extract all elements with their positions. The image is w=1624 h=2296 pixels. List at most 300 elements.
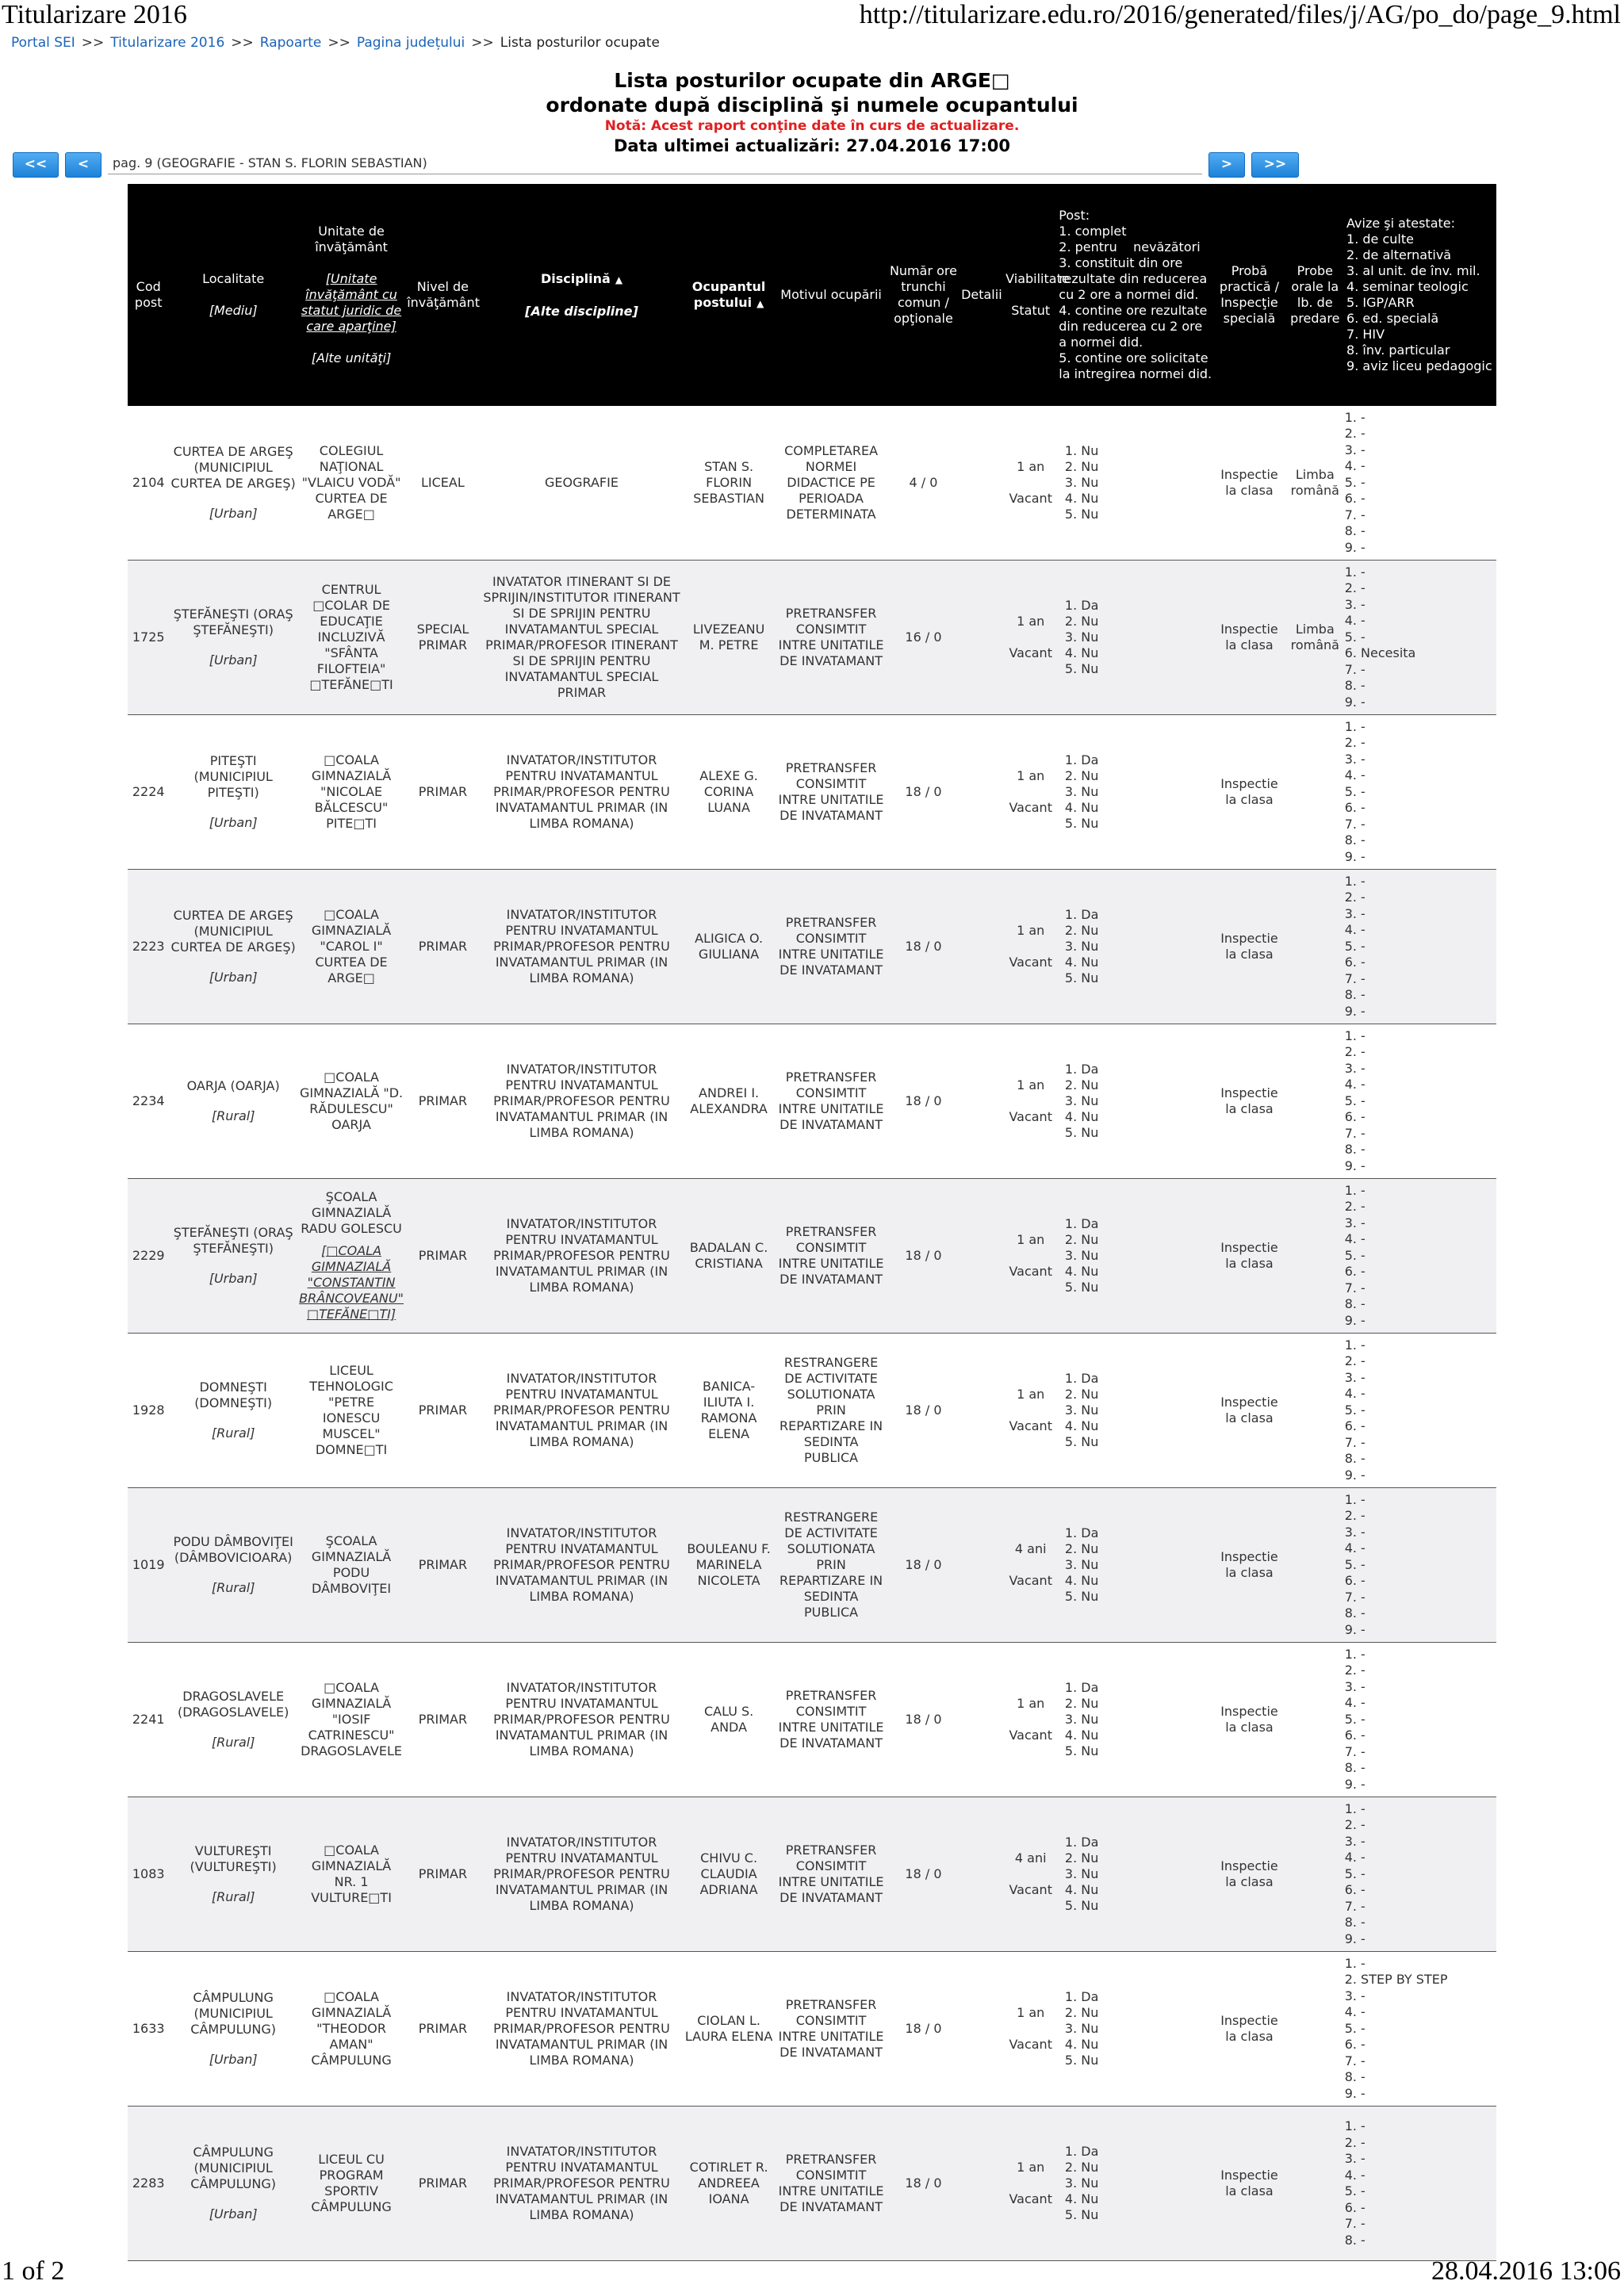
aviz-item: 1. - [1361,1183,1495,1200]
ore-cell: 18 / 0 [887,1488,959,1643]
mediu-label: [Urban] [209,652,258,668]
breadcrumb-link[interactable]: Portal SEI [11,35,75,51]
detalii-cell [959,1334,1005,1488]
motiv-cell: RESTRANGERE DE ACTIVITATE SOLUTIONATA PRIN REPARTIZARE IN SEDINTA PUBLICA [775,1488,888,1643]
aviz-item: 5. - [1361,1402,1495,1419]
avize-legend-item: 7. HIV [1346,327,1385,342]
unitate-cell [297,715,405,870]
avize-list [1346,1337,1495,1484]
aviz-item: 5. - [1361,2183,1495,2200]
pager [0,152,1624,179]
aviz-item: 5. - [1361,1712,1495,1728]
post-cell [1057,1797,1213,1952]
statut-value: Vacant [1009,491,1052,506]
table-row [128,1643,1496,1797]
table-row [128,2107,1496,2261]
statut-value: Vacant [1009,2191,1052,2206]
unitate-name: □COALA GIMNAZIALĂ NR. 1 VULTURE□TI [311,1843,392,1905]
breadcrumb-link[interactable]: Titularizare 2016 [110,35,225,51]
viabilitate-value: 1 an [1017,923,1045,938]
proba-cell: Inspectie la clasa [1213,1334,1285,1488]
viabilitate-statut [1005,1387,1055,1434]
avize-legend-item: 1. de culte [1346,232,1414,247]
detalii-cell [959,1952,1005,2107]
aviz-item: 9. - [1361,540,1495,557]
post-flag: 4. Nu [1081,1109,1212,1125]
post-flag: 4. Nu [1081,2191,1212,2207]
post-flags-list [1059,1371,1212,1450]
proba-cell: Inspectie la clasa [1213,1952,1285,2107]
detalii-cell [959,1797,1005,1952]
col-alte-discipline-label: [Alte discipline] [525,303,638,319]
post-flag: 3. Nu [1081,2175,1212,2191]
aviz-item: 5. - [1361,1093,1495,1110]
avize-list [1346,719,1495,866]
post-flags-list [1059,1680,1212,1759]
viabilitate-cell [1004,870,1057,1024]
disciplina-cell: INVATATOR/INSTITUTOR PENTRU INVATAMANTUL PRIMAR/PROFESOR PENTRU INVATAMANTUL PRIMAR (IN LIMBA ROMANA) [481,1179,684,1334]
col-avize-title: Avize şi atestate: [1346,216,1456,231]
aviz-item: 6. - [1361,1109,1495,1126]
aviz-item: 6. - [1361,2200,1495,2217]
col-unitate-label: Unitate de învăţământ [315,224,388,254]
aviz-item: 6. Necesita [1361,645,1495,662]
aviz-item: 3. - [1361,1061,1495,1077]
breadcrumb-separator: >> [81,35,105,51]
avize-cell [1345,406,1496,561]
first-page-button[interactable]: << [13,152,59,178]
breadcrumb-separator: >> [327,35,350,51]
last-page-button[interactable]: >> [1251,152,1299,178]
localitate-cell [169,406,297,561]
aviz-item: 4. - [1361,922,1495,939]
next-page-button[interactable]: > [1208,152,1245,178]
aviz-item: 4. - [1361,2004,1495,2021]
aviz-item: 2. STEP BY STEP [1361,1972,1495,1988]
unitate-name: LICEUL TEHNOLOGIC "PETRE IONESCU MUSCEL" DOMNE□TI [309,1363,393,1457]
localitate-cell [169,1179,297,1334]
proba-cell: Inspectie la clasa [1213,1024,1285,1179]
aviz-item: 7. - [1361,1126,1495,1142]
aviz-item: 4. - [1361,458,1495,475]
col-cod-post: Cod post [128,184,169,406]
avize-list [1346,564,1495,711]
breadcrumb-link[interactable]: Rapoarte [259,35,322,51]
unitate-name: ŞCOALA GIMNAZIALĂ RADU GOLESCU [301,1189,402,1236]
aviz-item: 2. - [1361,1817,1495,1834]
detalii-cell [959,561,1005,715]
orale-cell [1285,2107,1345,2261]
print-header-url: http://titularizare.edu.ro/2016/generated/files/j/AG/po_do/page_9.html [859,0,1621,29]
unitate-name: □COALA GIMNAZIALĂ "CAROL I" CURTEA DE ARGE□ [311,907,392,985]
post-flag: 2. Nu [1081,1541,1212,1557]
proba-cell: Inspectie la clasa [1213,561,1285,715]
ocupant-cell: COTIRLET R. ANDREEA IOANA [683,2107,774,2261]
aviz-item: 6. - [1361,1418,1495,1435]
unitate-cell [297,1797,405,1952]
mediu-label: [Rural] [211,1580,255,1595]
orale-cell: Limba română [1285,561,1345,715]
cod-post-cell: 2229 [128,1179,169,1334]
post-cell [1057,1334,1213,1488]
aviz-item: 7. - [1361,662,1495,679]
aviz-item: 8. - [1361,523,1495,540]
ocupant-cell: ALEXE G. CORINA LUANA [683,715,774,870]
statut-value: Vacant [1009,800,1052,815]
sort-asc-icon[interactable]: ▲ [615,274,623,285]
post-flag: 1. Nu [1081,443,1212,459]
orale-cell: Limba română [1285,406,1345,561]
breadcrumb-link[interactable]: Pagina județului [356,35,465,51]
nivel-cell: LICEAL [405,406,480,561]
post-flags-list [1059,1989,1212,2068]
avize-list [1346,874,1495,1020]
unitate-cell [297,1643,405,1797]
cod-post-cell: 2283 [128,2107,169,2261]
avize-list [1346,1183,1495,1330]
localitate-name: CÂMPULUNG (MUNICIPIUL CÂMPULUNG) [190,2145,277,2191]
avize-cell [1345,2107,1496,2261]
viabilitate-statut [1005,614,1055,661]
aviz-item: 7. - [1361,2216,1495,2233]
post-flag: 4. Nu [1081,2037,1212,2053]
aviz-item: 3. - [1361,1525,1495,1541]
cod-post-cell: 1083 [128,1797,169,1952]
post-flags-list [1059,752,1212,832]
mediu-label: [Rural] [211,1425,255,1441]
aviz-item: 7. - [1361,1590,1495,1606]
mediu-label: [Rural] [211,1889,255,1904]
proba-cell: Inspectie la clasa [1213,1643,1285,1797]
aviz-item: 2. - [1361,426,1495,442]
mediu-label: [Urban] [209,815,258,830]
sort-asc-icon[interactable]: ▲ [756,297,764,309]
col-ore: Număr ore trunchi comun / opţionale [887,184,959,406]
avize-list [1346,410,1495,557]
post-cell [1057,1024,1213,1179]
aviz-item: 9. - [1361,1313,1495,1330]
post-flag: 4. Nu [1081,645,1212,661]
post-legend [1059,224,1212,382]
aviz-item: 2. - [1361,2135,1495,2152]
cod-post-cell: 2104 [128,406,169,561]
table-row [128,1952,1496,2107]
viabilitate-cell [1004,561,1057,715]
ocupant-cell: CHIVU C. CLAUDIA ADRIANA [683,1797,774,1952]
aviz-item: 9. - [1361,695,1495,711]
aviz-item: 6. - [1361,800,1495,817]
avize-legend-item: 8. înv. particular [1346,342,1450,358]
col-detalii: Detalii [959,184,1005,406]
avize-legend-item: 3. al unit. de înv. mil. [1346,263,1480,278]
viabilitate-value: 4 ani [1014,1541,1047,1556]
post-legend-item: 4. contine ore rezultate din reducerea cu 2 ore a normei did. [1059,303,1208,350]
orale-cell [1285,715,1345,870]
table-row [128,1024,1496,1179]
post-flag: 4. Nu [1081,1573,1212,1589]
post-flag: 2. Nu [1081,2160,1212,2175]
post-flag: 4. Nu [1081,1264,1212,1280]
col-avize [1345,184,1496,406]
aviz-item: 6. - [1361,955,1495,971]
col-disciplina-label[interactable]: Disciplină [540,270,611,286]
localitate-cell [169,561,297,715]
col-statut-label: Statut [1011,303,1051,318]
statut-value: Vacant [1009,1264,1052,1279]
viabilitate-value: 4 ani [1014,1850,1047,1866]
nivel-cell: PRIMAR [405,1179,480,1334]
cod-post-cell: 1019 [128,1488,169,1643]
detalii-cell [959,870,1005,1024]
post-flag: 3. Nu [1081,1248,1212,1264]
post-flag: 3. Nu [1081,1866,1212,1882]
col-ocupant-label[interactable]: Ocupantul postului [691,278,766,310]
table-row [128,1179,1496,1334]
viabilitate-value: 1 an [1017,2160,1045,2175]
prev-page-button[interactable]: < [65,152,102,178]
post-flag: 4. Nu [1081,491,1212,507]
proba-cell: Inspectie la clasa [1213,406,1285,561]
unitate-cell [297,1952,405,2107]
aviz-item: 1. - [1361,2118,1495,2135]
post-flag: 1. Da [1081,2144,1212,2160]
post-flag: 1. Da [1081,1835,1212,1850]
viabilitate-cell [1004,715,1057,870]
aviz-item: 2. - [1361,580,1495,597]
viabilitate-cell [1004,2107,1057,2261]
post-flags-list [1059,1062,1212,1141]
post-flag: 1. Da [1081,752,1212,768]
aviz-item: 5. - [1361,1866,1495,1883]
aviz-item: 2. - [1361,1353,1495,1370]
col-alte-unitati-label: [Alte unităţi] [311,350,392,365]
disciplina-cell: INVATATOR ITINERANT SI DE SPRIJIN/INSTITUTOR ITINERANT SI DE SPRIJIN PENTRU INVATAMANTUL SPECIAL PRIMAR/PROFESOR ITINERANT SI DE SPRIJIN PENTRU INVATAMANTUL SPECIAL PRIMAR [481,561,684,715]
statut-value: Vacant [1009,955,1052,970]
page-select[interactable]: pag. 9 (GEOGRAFIE - STAN S. FLORIN SEBASTIAN) [108,153,1202,174]
orale-cell [1285,1179,1345,1334]
aviz-item: 6. - [1361,1882,1495,1899]
viabilitate-cell [1004,1179,1057,1334]
aviz-item: 3. - [1361,1215,1495,1232]
cod-post-cell: 1725 [128,561,169,715]
avize-legend [1346,232,1495,374]
post-flag: 1. Da [1081,1062,1212,1077]
unitate-name: □COALA GIMNAZIALĂ "NICOLAE BĂLCESCU" PITE□TI [311,752,392,831]
viabilitate-cell [1004,1797,1057,1952]
table-row [128,1488,1496,1643]
orale-cell [1285,1024,1345,1179]
col-orale: Probe orale la lb. de predare [1285,184,1345,406]
statut-value: Vacant [1009,645,1052,660]
motiv-cell: RESTRANGERE DE ACTIVITATE SOLUTIONATA PRIN REPARTIZARE IN SEDINTA PUBLICA [775,1334,888,1488]
orale-cell [1285,1488,1345,1643]
viabilitate-statut [1005,459,1055,507]
breadcrumb-separator: >> [231,35,254,51]
unitate-statut-link[interactable]: [□COALA GIMNAZIALĂ "CONSTANTIN BRÂNCOVEANU" □TEFĂNE□TI] [299,1243,404,1322]
aviz-item: 1. - [1361,1956,1495,1973]
avize-cell [1345,1952,1496,2107]
table-row [128,561,1496,715]
proba-cell: Inspectie la clasa [1213,1488,1285,1643]
col-unitate-statut-label: [Unitate învăţământ cu statut juridic de care aparţine] [301,271,402,334]
localitate-name: ŞTEFĂNEŞTI (ORAŞ ŞTEFĂNEŞTI) [173,607,293,637]
avize-legend-item: 4. seminar teologic [1346,279,1469,294]
page-title: Lista posturilor ocupate din ARGE□ [614,69,1010,92]
report-title-block [0,68,1624,157]
aviz-item: 9. - [1361,1158,1495,1175]
aviz-item: 8. - [1361,1296,1495,1313]
aviz-item: 5. - [1361,629,1495,646]
statut-value: Vacant [1009,1573,1052,1588]
aviz-item: 1. - [1361,564,1495,581]
post-flag: 2. Nu [1081,1696,1212,1712]
viabilitate-cell [1004,1334,1057,1488]
disciplina-cell: INVATATOR/INSTITUTOR PENTRU INVATAMANTUL PRIMAR/PROFESOR PENTRU INVATAMANTUL PRIMAR (IN LIMBA ROMANA) [481,715,684,870]
post-flag: 5. Nu [1081,1280,1212,1295]
aviz-item: 4. - [1361,2168,1495,2184]
localitate-cell [169,1024,297,1179]
aviz-item: 5. - [1361,475,1495,492]
post-cell [1057,715,1213,870]
aviz-item: 1. - [1361,719,1495,736]
post-flag: 4. Nu [1081,1882,1212,1898]
viabilitate-statut [1005,1850,1055,1898]
motiv-cell: PRETRANSFER CONSIMTIT INTRE UNITATILE DE INVATAMANT [775,1797,888,1952]
page-subtitle: ordonate după disciplină şi numele ocupantului [546,94,1078,117]
post-legend-item: 3. constituit din ore rezultate din reducerea cu 2 ore a normei did. [1059,255,1208,302]
ocupant-cell: LIVEZEANU M. PETRE [683,561,774,715]
aviz-item: 8. - [1361,987,1495,1004]
col-post-title: Post: [1059,208,1090,223]
aviz-item: 6. - [1361,491,1495,507]
mediu-label: [Rural] [211,1108,255,1123]
aviz-item: 8. - [1361,2069,1495,2086]
post-flag: 3. Nu [1081,784,1212,800]
viabilitate-statut [1005,1541,1055,1589]
aviz-item: 4. - [1361,1077,1495,1093]
aviz-item: 8. - [1361,1605,1495,1622]
aviz-item: 3. - [1361,752,1495,768]
col-localitate [169,184,297,406]
nivel-cell: PRIMAR [405,1024,480,1179]
col-viabilitate [1004,184,1070,406]
motiv-cell: PRETRANSFER CONSIMTIT INTRE UNITATILE DE INVATAMANT [775,561,888,715]
proba-cell: Inspectie la clasa [1213,2107,1285,2261]
ore-cell: 18 / 0 [887,1952,959,2107]
localitate-cell [169,1952,297,2107]
aviz-item: 1. - [1361,1492,1495,1509]
aviz-item: 4. - [1361,767,1495,784]
disciplina-cell: INVATATOR/INSTITUTOR PENTRU INVATAMANTUL PRIMAR/PROFESOR PENTRU INVATAMANTUL PRIMAR (IN LIMBA ROMANA) [481,1488,684,1643]
mediu-label: [Urban] [209,2052,258,2067]
ore-cell: 18 / 0 [887,1797,959,1952]
localitate-name: ŞTEFĂNEŞTI (ORAŞ ŞTEFĂNEŞTI) [173,1225,293,1256]
unitate-name: ŞCOALA GIMNAZIALĂ PODU DÂMBOVIŢEI [311,1533,392,1596]
localitate-cell [169,1488,297,1643]
col-ocupant[interactable] [683,184,774,406]
aviz-item: 3. - [1361,597,1495,614]
localitate-cell [169,715,297,870]
post-cell [1057,870,1213,1024]
col-unitate [297,184,405,406]
aviz-item: 1. - [1361,874,1495,890]
aviz-item: 8. - [1361,1760,1495,1777]
viabilitate-cell [1004,406,1057,561]
mediu-label: [Urban] [209,1271,258,1286]
localitate-name: DOMNEŞTI (DOMNEŞTI) [194,1380,273,1410]
aviz-item: 6. - [1361,1264,1495,1280]
post-flag: 3. Nu [1081,629,1212,645]
disciplina-cell: INVATATOR/INSTITUTOR PENTRU INVATAMANTUL PRIMAR/PROFESOR PENTRU INVATAMANTUL PRIMAR (IN LIMBA ROMANA) [481,1952,684,2107]
viabilitate-value: 1 an [1017,614,1045,629]
post-flag: 3. Nu [1081,2021,1212,2037]
motiv-cell: PRETRANSFER CONSIMTIT INTRE UNITATILE DE INVATAMANT [775,1952,888,2107]
aviz-item: 7. - [1361,2053,1495,2070]
avize-cell [1345,1334,1496,1488]
aviz-item: 2. - [1361,1663,1495,1679]
motiv-cell: COMPLETAREA NORMEI DIDACTICE PE PERIOADA DETERMINATA [775,406,888,561]
aviz-item: 3. - [1361,1988,1495,2005]
ocupant-cell: CALU S. ANDA [683,1643,774,1797]
post-flag: 3. Nu [1081,1093,1212,1109]
aviz-item: 2. - [1361,1199,1495,1215]
post-legend-item: 1. complet [1059,224,1127,239]
unitate-cell [297,406,405,561]
aviz-item: 3. - [1361,1834,1495,1850]
table-row [128,406,1496,561]
viabilitate-statut [1005,2005,1055,2053]
post-flags-list [1059,2144,1212,2223]
cod-post-cell: 2234 [128,1024,169,1179]
post-flag: 2. Nu [1081,459,1212,475]
last-update: Data ultimei actualizări: 27.04.2016 17:00 [614,136,1010,155]
col-mediu-label: [Mediu] [209,303,258,318]
post-flag: 1. Da [1081,1525,1212,1541]
avize-cell [1345,1797,1496,1952]
localitate-cell [169,1643,297,1797]
ore-cell: 18 / 0 [887,715,959,870]
viabilitate-value: 1 an [1017,1387,1045,1402]
col-disciplina[interactable] [481,184,684,406]
table-row [128,715,1496,870]
avize-cell [1345,561,1496,715]
post-flag: 5. Nu [1081,1434,1212,1450]
aviz-item: 3. - [1361,2151,1495,2168]
aviz-item: 2. - [1361,735,1495,752]
statut-value: Vacant [1009,1728,1052,1743]
post-cell [1057,561,1213,715]
viabilitate-statut [1005,923,1055,970]
localitate-cell [169,1797,297,1952]
post-flags-list [1059,1216,1212,1295]
detalii-cell [959,1643,1005,1797]
aviz-item: 3. - [1361,906,1495,923]
aviz-item: 5. - [1361,939,1495,955]
localitate-name: OARJA (OARJA) [186,1078,280,1093]
post-flag: 3. Nu [1081,1557,1212,1573]
aviz-item: 8. - [1361,1915,1495,1931]
ocupant-cell: BANICA-ILIUTA I. RAMONA ELENA [683,1334,774,1488]
ore-cell: 16 / 0 [887,561,959,715]
aviz-item: 8. - [1361,832,1495,849]
nivel-cell: PRIMAR [405,715,480,870]
localitate-name: PODU DÂMBOVIŢEI (DÂMBOVICIOARA) [173,1534,293,1565]
aviz-item: 4. - [1361,1850,1495,1866]
col-nivel: Nivel de învăţământ [405,184,480,406]
print-header-title: Titularizare 2016 [2,0,187,29]
viabilitate-cell [1004,1952,1057,2107]
post-flag: 5. Nu [1081,2053,1212,2068]
